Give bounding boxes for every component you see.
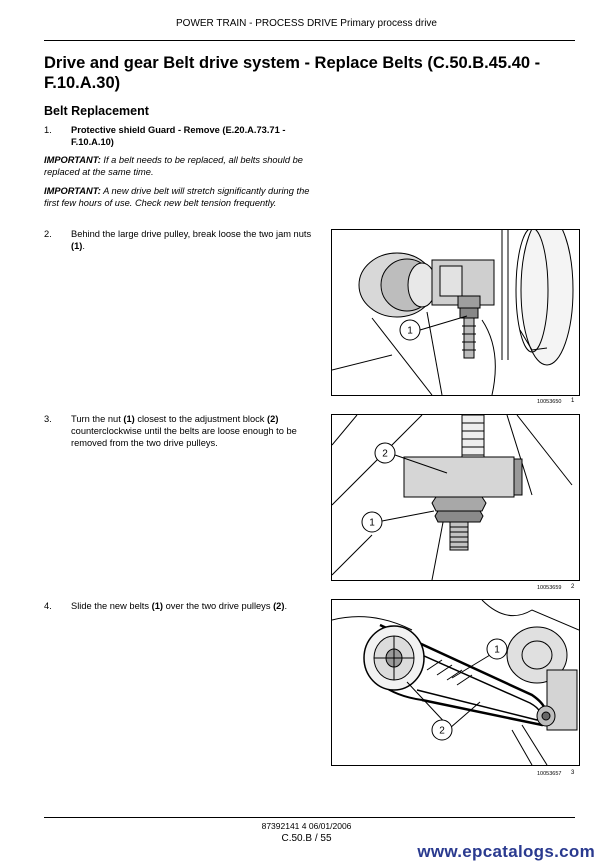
figure-2-illustration bbox=[331, 414, 580, 581]
figure-2-number: 2 bbox=[571, 584, 575, 590]
step-3-callout-2: (2) bbox=[267, 414, 279, 424]
step-4-callout-1: (1) bbox=[151, 601, 163, 611]
figure-2-callout-2: 2 bbox=[382, 448, 388, 460]
step-1-number: 1. bbox=[44, 125, 52, 135]
step-3-number: 3. bbox=[44, 414, 52, 424]
step-2-number: 2. bbox=[44, 229, 52, 239]
important-note-2 bbox=[44, 185, 316, 209]
section-heading: Belt Replacement bbox=[44, 104, 149, 118]
running-head: POWER TRAIN - PROCESS DRIVE Primary process drive bbox=[176, 18, 437, 29]
figure-2-code: 10053659 bbox=[537, 585, 562, 591]
figure-2-callout-1: 1 bbox=[369, 517, 375, 529]
jam-nuts-illustration bbox=[332, 230, 579, 395]
figure-1-number: 1 bbox=[571, 398, 575, 404]
step-4-text-e: . bbox=[284, 601, 288, 611]
important-label-2: IMPORTANT: bbox=[44, 186, 101, 196]
figure-1-code: 10053650 bbox=[537, 399, 562, 405]
step-4-text-a: Slide the new belts bbox=[71, 601, 152, 611]
step-3-callout-1: (1) bbox=[123, 414, 135, 424]
figure-3-code: 10053657 bbox=[537, 771, 562, 777]
step-3-text-a: Turn the nut bbox=[71, 414, 124, 424]
important-label-1: IMPORTANT: bbox=[44, 155, 101, 165]
step-1-text: Protective shield Guard - Remove (E.20.A.73.71 - F.10.A.10) bbox=[71, 125, 286, 147]
footer-page-number: C.50.B / 55 bbox=[281, 833, 332, 844]
step-4-number: 4. bbox=[44, 601, 52, 611]
step-4-text bbox=[71, 600, 321, 612]
step-2-text-c: . bbox=[82, 241, 85, 251]
step-3-text-c: closest to the adjustment block bbox=[134, 414, 268, 424]
important-text-2: A new drive belt will stretch significantly during the first few hours of use. Check new belt tension frequently. bbox=[44, 186, 310, 208]
figure-3-illustration bbox=[331, 599, 580, 766]
step-3-text-e: counterclockwise until the belts are loose enough to be removed from the two drive pulleys. bbox=[71, 426, 297, 448]
step-2-text bbox=[71, 228, 316, 252]
page-title: Drive and gear Belt drive system - Replace Belts (C.50.B.45.40 - F.10.A.30) bbox=[44, 54, 541, 92]
footer-rule bbox=[44, 817, 575, 818]
figure-3-callout-2: 2 bbox=[439, 725, 445, 737]
step-2-callout: (1) bbox=[71, 241, 83, 251]
step-4-callout-2: (2) bbox=[273, 601, 285, 611]
step-2-text-a: Behind the large drive pulley, break loose the two jam nuts bbox=[71, 229, 312, 239]
figure-3-callout-1: 1 bbox=[494, 644, 500, 656]
step-4-text-c: over the two drive pulleys bbox=[163, 601, 274, 611]
important-note-1 bbox=[44, 154, 316, 178]
figure-1-illustration bbox=[331, 229, 580, 396]
figure-1-callout-1: 1 bbox=[407, 325, 413, 337]
footer-document-code: 87392141 4 06/01/2006 bbox=[261, 821, 352, 831]
website-watermark[interactable]: www.epcatalogs.com bbox=[417, 842, 595, 861]
figure-3-number: 3 bbox=[571, 770, 575, 776]
adjustment-block-illustration bbox=[332, 415, 579, 580]
header-rule bbox=[44, 40, 575, 41]
important-text-1: If a belt needs to be replaced, all belts should be replaced at the same time. bbox=[44, 155, 303, 177]
belts-over-pulleys-illustration bbox=[332, 600, 579, 765]
step-3-text bbox=[71, 413, 316, 449]
